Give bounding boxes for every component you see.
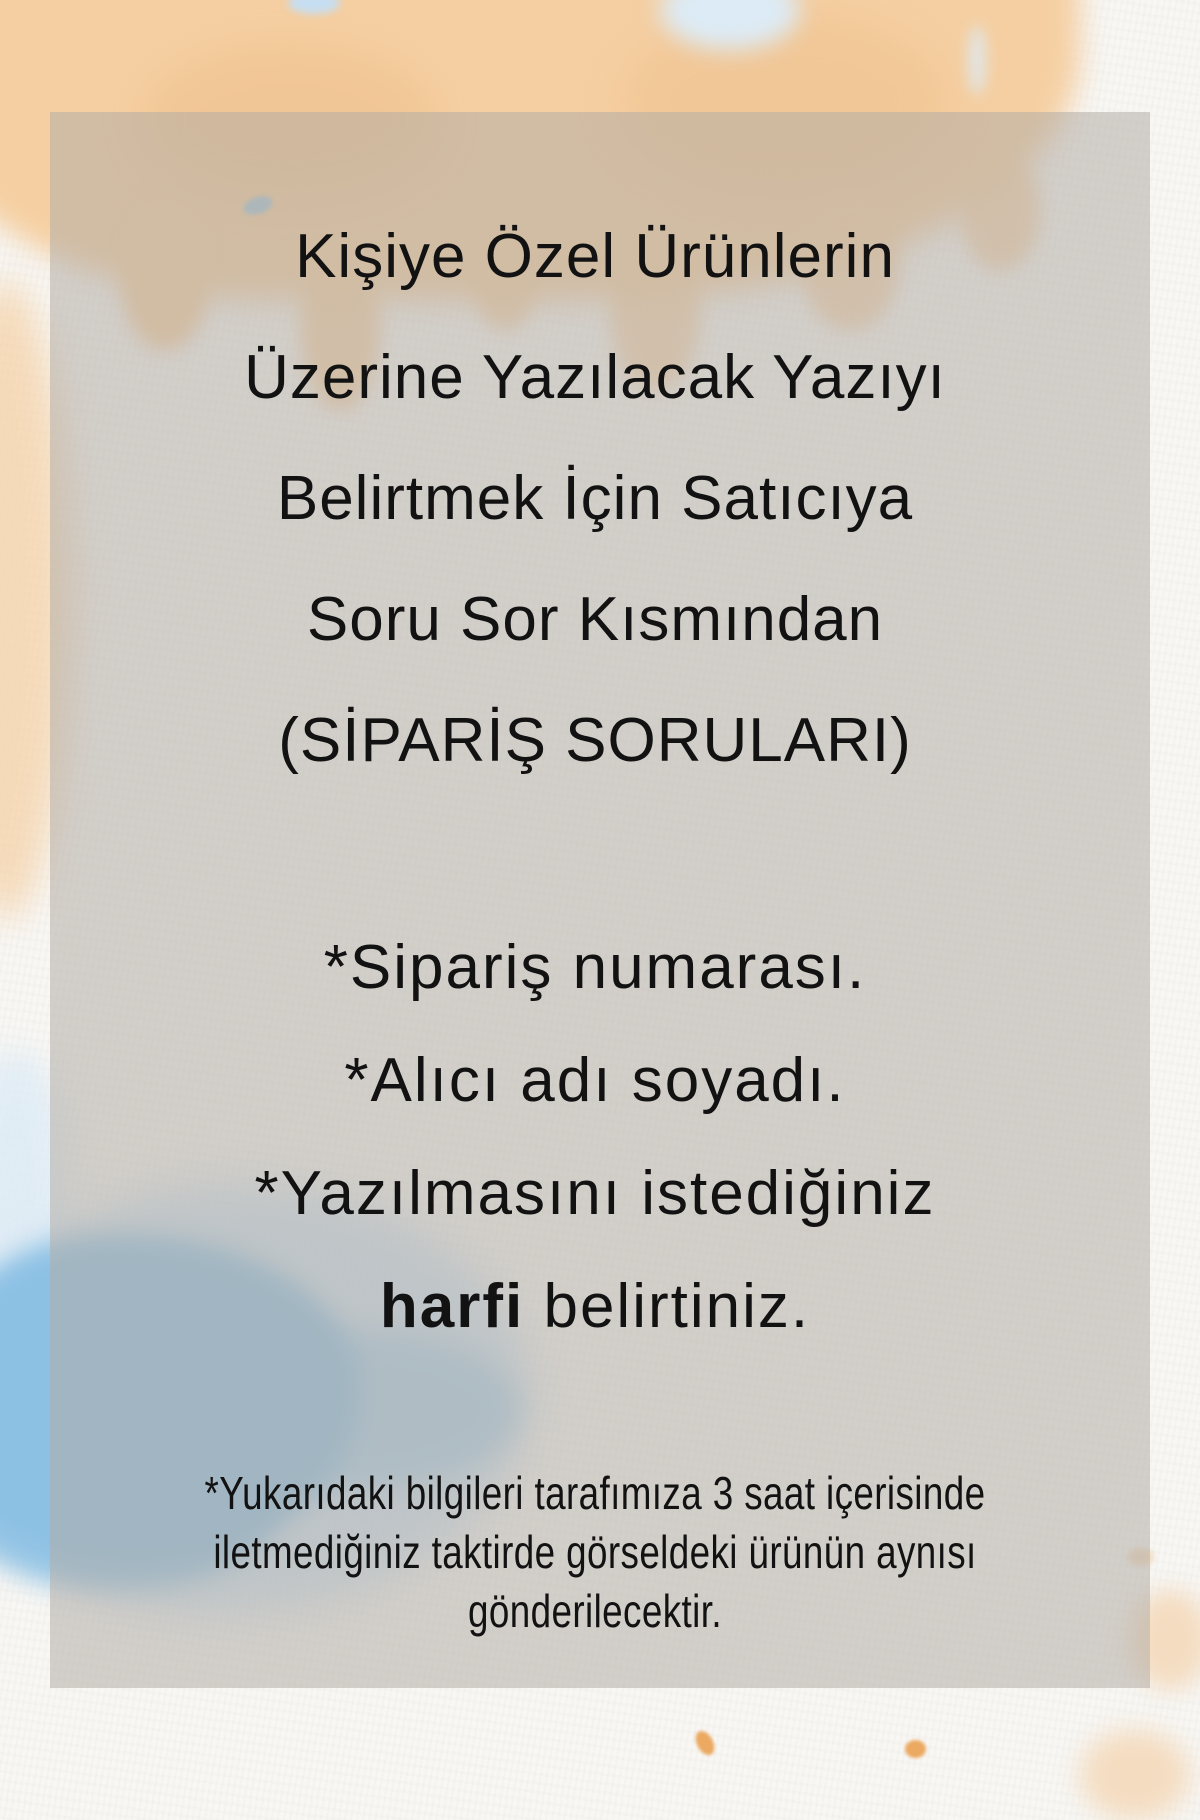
heading-line: Kişiye Özel Ürünlerin: [295, 222, 895, 291]
blue-speck: [968, 25, 986, 95]
emphasis-bold-word: harfi: [379, 1272, 525, 1341]
orange-speck: [692, 1728, 718, 1758]
footer-note-block: [155, 1464, 1035, 1641]
heading-line: (SİPARİŞ SORULARI): [278, 706, 912, 775]
order-info-item: *Yazılmasını istediğiniz: [254, 1159, 936, 1228]
emphasis-rest: belirtiniz.: [524, 1272, 811, 1341]
footer-note-line: iletmediğiniz taktirde görseldeki ürünün aynısı: [213, 1526, 977, 1578]
footer-note-line: *Yukarıdaki bilgileri tarafımıza 3 saat içerisinde: [204, 1467, 986, 1519]
order-info-emphasis-line: [45, 1250, 1145, 1363]
orange-speck: [905, 1740, 926, 1758]
heading-line: Belirtmek İçin Satıcıya: [276, 464, 914, 533]
orange-faint-stain: [1080, 1730, 1190, 1820]
order-info-item: *Sipariş numarası.: [323, 933, 867, 1002]
heading-block: [45, 196, 1145, 801]
heading-line: Üzerine Yazılacak Yazıyı: [244, 343, 946, 412]
order-info-block: [45, 911, 1145, 1363]
heading-line: Soru Sor Kısmından: [306, 585, 884, 654]
order-info-item: *Alıcı adı soyadı.: [344, 1046, 846, 1115]
footer-note-line: gönderilecektir.: [468, 1585, 722, 1637]
